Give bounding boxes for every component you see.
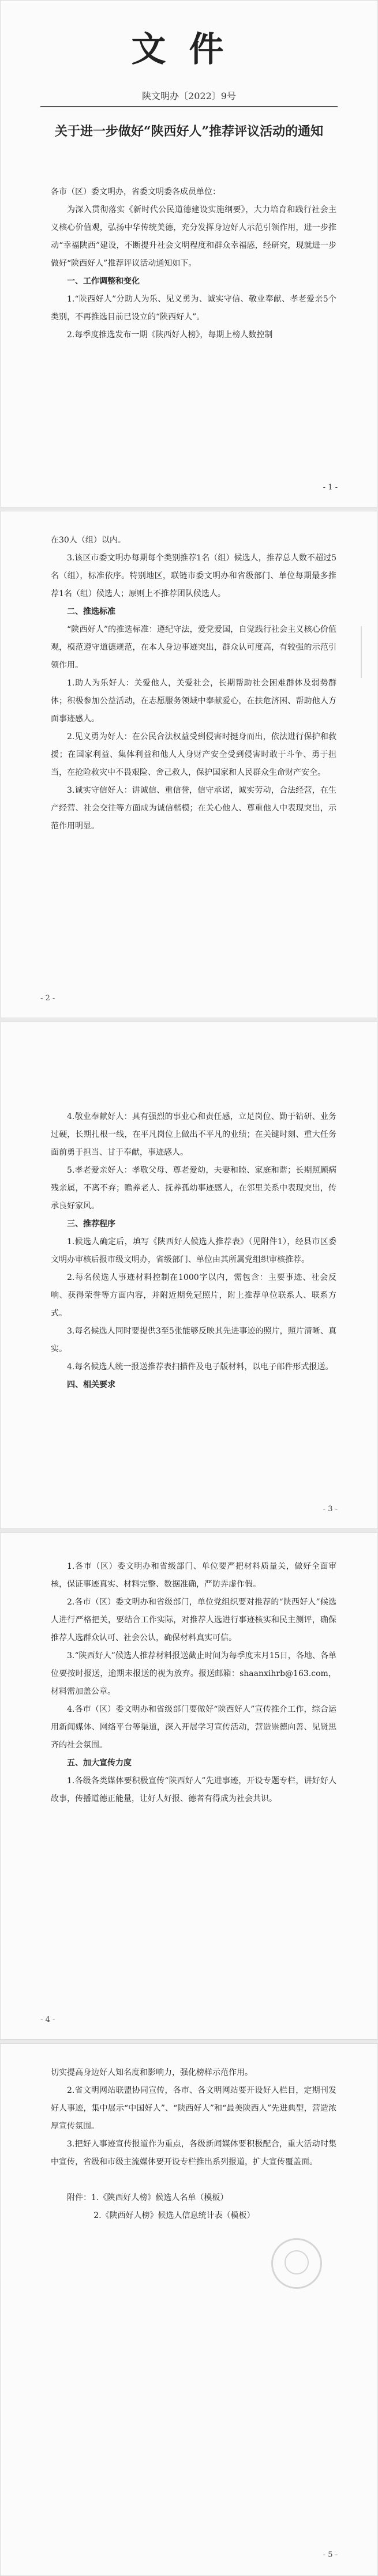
page-number: - 3 - <box>323 1505 338 1513</box>
paragraph: 1.候选人确定后，填写《陕西好人候选人推荐表》（见附件1），经县市区委文明办审核后报市级文明办，省级部门、单位由其所属党组织审核推荐。 <box>51 1237 336 1264</box>
spacer <box>51 2171 336 2189</box>
paragraph: 2.各市（区）委文明办和省级部门，单位党组织要对推荐的“陕西好人”候选人进行严格把关，要结合工作实际，对推荐人选进行事迹核实和民主测评，确保推荐人选群众认可、社会公认，确保材料真实可信。 <box>51 1598 336 1643</box>
salutation: 各市（区）委文明办，省委文明委各成员单位： <box>51 187 220 197</box>
header-divider <box>40 106 338 107</box>
attachments-label-text: 附件： <box>67 2193 91 2202</box>
paragraph: 4.各市（区）委文明办和省级部门要做好“陕西好人”宣传推介工作，综合运用新闻媒体、网络平台等渠道，深入开展学习宣传活动，营造崇德向善、见贤思齐的社会氛围。 <box>51 1705 336 1750</box>
section-heading: 四、相关要求 <box>67 1380 115 1389</box>
document-header: 文件 <box>131 29 247 70</box>
document-title: 关于进一步做好“陕西好人”推荐评议活动的通知 <box>54 124 324 139</box>
paragraph: 3.该区市委文明办每期每个类别推荐1名（组）候选人，推荐总人数不超过5名（组），标准依序。特别地区，联链市委文明办和省级部门、单位每期最多推荐1名（组）候选人；原则上不推荐团队候选人。 <box>51 553 336 598</box>
page-1-body <box>51 183 336 344</box>
attachment-item: 2.《陕西好人榜》候选人信息统计表（模板） <box>93 2211 255 2220</box>
section-heading: 一、工作调整和变化 <box>67 277 140 286</box>
document-page-4 <box>0 1532 378 2040</box>
paragraph: 3.诚实守信好人：讲诚信、重信誉，信守承诺，诚实劳动，合法经营，在生产经营、社会交往等方面成为诚信楷模；在关心他人、尊重他人中表现突出，示范作用明显。 <box>51 786 336 831</box>
paragraph: 切实提高身边好人知名度和影响力，强化榜样示范作用。 <box>51 2068 253 2077</box>
section-heading: 五、加大宣传力度 <box>67 1758 132 1768</box>
page-4-body <box>51 1558 336 1808</box>
page-number: - 2 - <box>40 994 55 1003</box>
attachment-item: 1.《陕西好人榜》候选人名单（模板） <box>91 2193 229 2202</box>
section-heading: 二、推选标准 <box>67 607 115 616</box>
paragraph: 2.每名候选人事迹材料控制在1000字以内，需包含：主要事迹、社会反响、获得荣誉等方面内容，并附近期免冠照片，附上推荐单位联系人、联系方式。 <box>51 1273 336 1318</box>
official-seal-icon <box>271 2238 322 2289</box>
document-page-3 <box>0 1022 378 1529</box>
binding-mark <box>361 626 366 678</box>
page-2-body <box>51 532 336 835</box>
paragraph: “陕西好人”的推选标准：遵纪守法，爱党爱国，自觉践行社会主义核心价值观，模范遵守道德规范，在本人身边事迹突出，群众认可度高，有较强的示范引领作用。 <box>51 625 336 670</box>
page-5-body <box>51 2064 336 2225</box>
paragraph: 2.每季度推选发布一期《陕西好人榜》，每期上榜人数控制 <box>67 330 273 340</box>
paragraph: 2.见义勇为好人：在公民合法权益受到侵害时挺身而出，依法进行保护和救援；在国家利益、集体利益和他人人身财产安全受到侵害时敢于斗争、勇于担当，在抢险救灾中不畏艰险、舍己救人，保护国家和人民群众生命财产安全。 <box>51 732 336 777</box>
page-3-body <box>51 1108 336 1394</box>
paragraph: 3.每名候选人同时要提供3至5张能够反映其先进事迹的照片，照片清晰、真实。 <box>51 1327 336 1354</box>
paragraph: 1.各市（区）委文明办和省级部门、单位要严把材料质量关，做好全面审核，保证事迹真实、材料完整、数据准确，严防弄虚作假。 <box>51 1562 336 1589</box>
page-number: - 4 - <box>40 2016 55 2024</box>
document-page-5 <box>0 2043 378 2576</box>
paragraph: 3.把好人事迹宣传报道作为重点，各级新闻媒体要积极配合，重大活动时集中宣传，省级和市级主流媒体要开设专栏推出系列报道，扩大宣传覆盖面。 <box>51 2140 336 2167</box>
page-number: - 5 - <box>323 2551 338 2559</box>
paragraph: 4.每名候选人统一报送推荐表扫描件及电子版材料，以电子邮件形式报送。 <box>67 1362 334 1372</box>
paragraph: 5.孝老爱亲好人：孝敬父母、尊老爱幼，夫妻和睦、家庭和谐；长期照顾病残亲属，不离不弃；赡养老人、抚养孤幼事迹感人，在邻里关系中表现突出，传承良好家风。 <box>51 1166 336 1211</box>
document-number: 陕文明办〔2022〕9号 <box>142 91 236 101</box>
attachments-label <box>51 2189 336 2207</box>
page-number: - 1 - <box>323 483 338 492</box>
paragraph: 1.助人为乐好人：关爱他人，关爱社会，长期帮助社会困难群体及弱势群体；积极参加公益活动，在志愿服务领域中奉献爱心，在扶危济困、帮助他人方面事迹感人。 <box>51 679 336 724</box>
document-page-1 <box>0 0 378 507</box>
paragraph: 在30人（组）以内。 <box>51 536 126 545</box>
paragraph: 1.各级各类媒体要积极宣传“陕西好人”先进事迹，开设专题专栏，讲好好人故事，传播道德正能量，让好人好报、德者有得成为社会共识。 <box>51 1776 336 1803</box>
paragraph: 为深入贯彻落实《新时代公民道德建设实施纲要》，大力培育和践行社会主义核心价值观，弘扬中华传统美德，充分发挥身边好人示范引领作用，进一步推动“幸福陕西”建设，不断提升社会文明程度和群众幸福感，经研究，现就进一步做好“陕西好人”推荐评议活动通知如下。 <box>51 205 336 268</box>
paragraph: 1.“陕西好人”分助人为乐、见义勇为、诚实守信、敬业奉献、孝老爱亲5个类别，不再推选目前已设立的“陕西好人”。 <box>51 295 336 322</box>
paragraph: 4.敬业奉献好人：具有强烈的事业心和责任感，立足岗位、勤于钻研、业务过硬，长期扎根一线，在平凡岗位上做出不平凡的业绩；在关键时刻、重大任务面前勇于担当、甘于奉献，事迹感人。 <box>51 1112 336 1157</box>
paragraph: 3.“陕西好人”候选人推荐材料报送截止时间为每季度末月15日，各地、各单位要按时报送，逾期未报送的视为放弃。报送邮箱：shaanxihrb@163.com，材料需加盖公章。 <box>51 1651 336 1696</box>
section-heading: 三、推荐程序 <box>67 1219 115 1229</box>
paragraph: 2.省文明网站联盟协同宣传，各市、各文明网站要开设好人栏目，定期刊发好人事迹，集中展示“中国好人”、“陕西好人”和“最美陕西人”先进典型，营造浓厚宣传氛围。 <box>51 2086 336 2131</box>
document-page-2 <box>0 511 378 1018</box>
